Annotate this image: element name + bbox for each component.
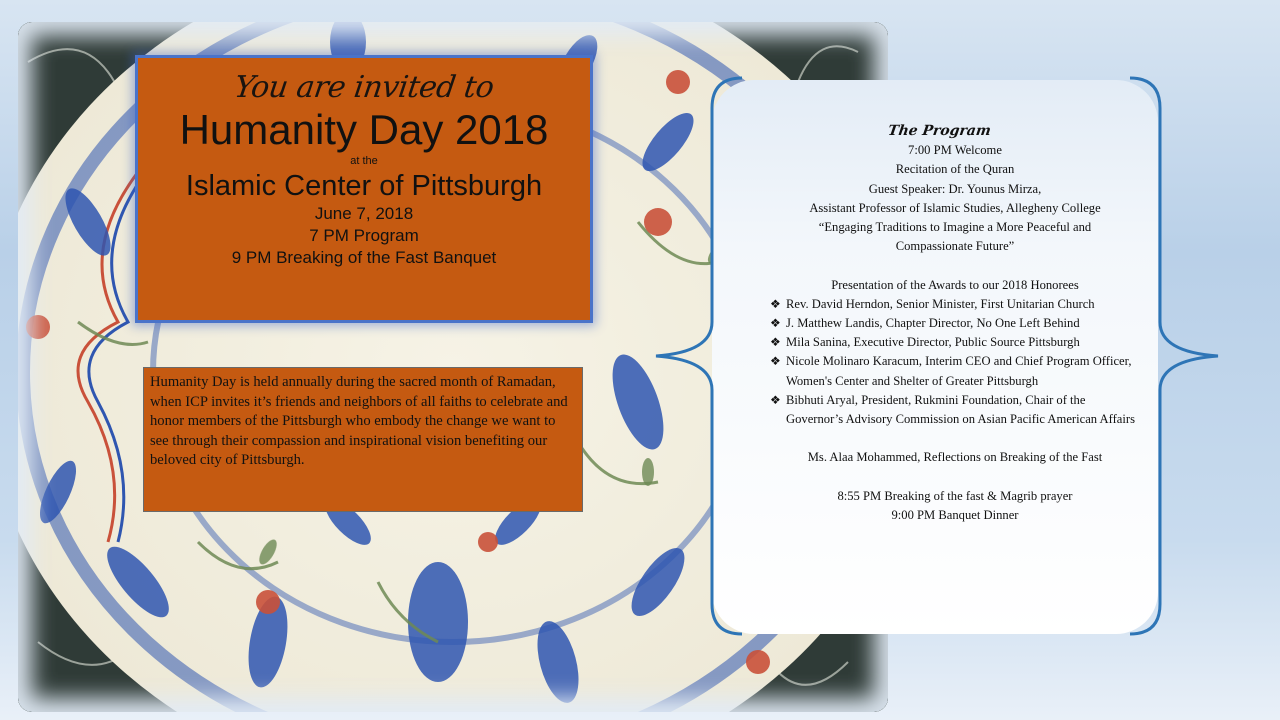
diamond-bullet-icon: ❖ <box>770 392 781 407</box>
event-title: Humanity Day 2018 <box>179 106 549 153</box>
honoree-item <box>770 352 1140 390</box>
description-box <box>143 367 583 512</box>
diamond-bullet-icon: ❖ <box>770 354 781 369</box>
closing-line-dinner: 9:00 PM Banquet Dinner <box>891 508 1019 523</box>
honoree-text: Mila Sanina, Executive Director, Public Source Pittsburgh <box>786 335 1080 350</box>
reflections-line: Ms. Alaa Mohammed, Reflections on Breaking of the Fast <box>807 450 1103 465</box>
honoree-text: Bibhuti Aryal, President, Rukmini Foundation, Chair of the Governor’s Advisory Commission on Asian Pacific American Affairs <box>786 392 1135 427</box>
program-line-recitation: Recitation of the Quran <box>895 162 1015 177</box>
program-heading: The Program <box>886 123 992 139</box>
honoree-text: Nicole Molinaro Karacum, Interim CEO and Chief Program Officer, Women's Center and Shelter of Greater Pittsburgh <box>786 354 1132 388</box>
program-line-speaker-title: Assistant Professor of Islamic Studies, Allegheny College <box>809 200 1101 215</box>
awards-intro: Presentation of the Awards to our 2018 Honorees <box>831 277 1079 292</box>
program-line-welcome: 7:00 PM Welcome <box>908 143 1002 158</box>
diamond-bullet-icon: ❖ <box>770 316 781 331</box>
diamond-bullet-icon: ❖ <box>770 335 781 350</box>
honoree-item <box>770 391 1140 429</box>
diamond-bullet-icon: ❖ <box>770 296 781 311</box>
at-label: at the <box>350 155 378 167</box>
program-time: 7 PM Program <box>309 226 419 245</box>
honoree-text: Rev. David Herndon, Senior Minister, First Unitarian Church <box>786 296 1095 311</box>
venue-name: Islamic Center of Pittsburgh <box>185 170 543 202</box>
program-line-talk-title-1: “Engaging Traditions to Imagine a More Peaceful and <box>818 220 1092 235</box>
closing-line-prayer: 8:55 PM Breaking of the fast & Magrib prayer <box>837 488 1073 503</box>
program-line-talk-title-2: Compassionate Future” <box>895 239 1015 254</box>
program-content <box>770 122 1140 525</box>
honoree-item <box>770 295 1140 314</box>
invitation-title-box <box>135 55 593 323</box>
program-line-guest-speaker: Guest Speaker: Dr. Younus Mirza, <box>868 181 1042 196</box>
event-date: June 7, 2018 <box>314 204 414 223</box>
honoree-item <box>770 333 1140 352</box>
honoree-text: J. Matthew Landis, Chapter Director, No One Left Behind <box>786 316 1080 331</box>
description-text: Humanity Day is held annually during the sacred month of Ramadan, when ICP invites it’s friends and neighbors of all faiths to celebrate and honor members of the Pittsburgh who embody the change we want to see through their compassion and inspirational vision benefiting our beloved city of Pittsburgh. <box>150 374 568 468</box>
honoree-item <box>770 314 1140 333</box>
invited-line: You are invited to <box>232 70 496 105</box>
banquet-time: 9 PM Breaking of the Fast Banquet <box>231 248 497 267</box>
